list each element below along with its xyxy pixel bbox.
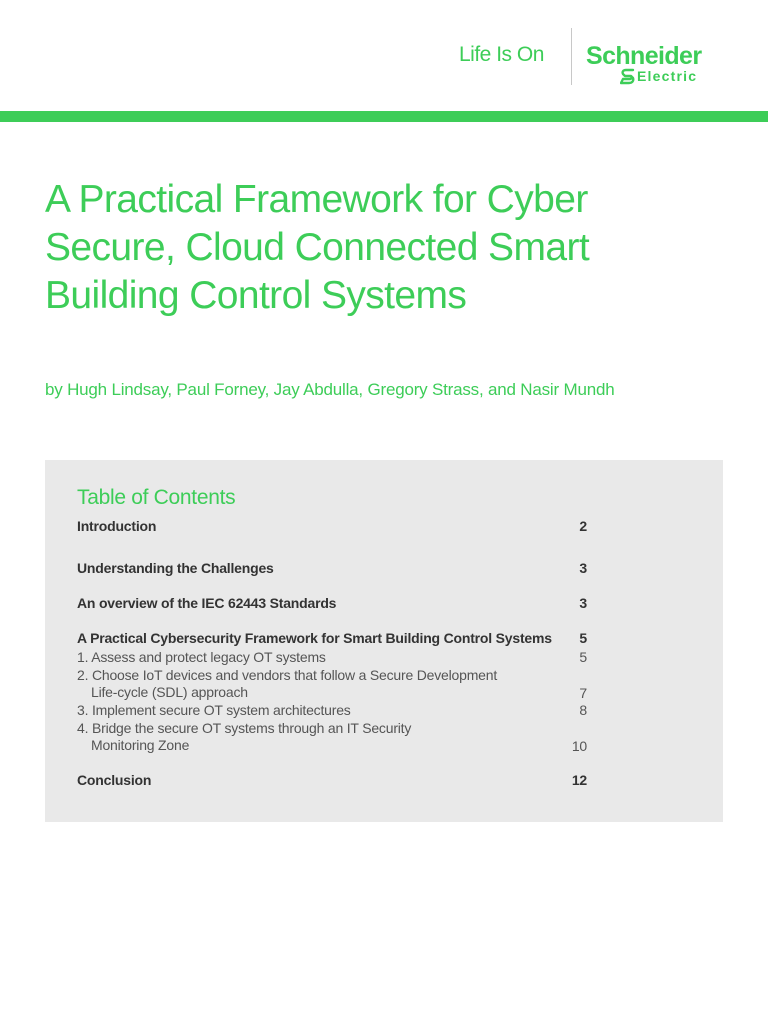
schneider-electric-logo [586, 42, 726, 86]
toc-entry-page: 3 [579, 595, 587, 611]
toc-entry-label: Understanding the Challenges [77, 560, 274, 576]
toc-entry-page: 10 [571, 738, 587, 754]
toc-entry-page: 7 [579, 685, 587, 701]
header-green-bar [0, 111, 768, 122]
toc-entry-ot-architectures[interactable] [77, 702, 587, 719]
toc-entry-label: A Practical Cybersecurity Framework for Smart Building Control Systems [77, 630, 552, 646]
toc-heading: Table of Contents [77, 486, 236, 509]
toc-entry-label: Introduction [77, 518, 157, 534]
toc-entry-page: 12 [571, 772, 587, 788]
toc-entry-label [77, 667, 557, 701]
toc-entry-challenges[interactable] [77, 560, 587, 577]
toc-entry-label-line1: 4. Bridge the secure OT systems through an IT Security [77, 720, 412, 736]
toc-entry-label [77, 720, 557, 754]
table-of-contents [45, 460, 723, 822]
toc-entry-iec-62443[interactable] [77, 595, 587, 612]
toc-entry-legacy-ot[interactable] [77, 649, 587, 666]
toc-entry-framework[interactable] [77, 630, 587, 647]
toc-entry-page: 3 [579, 560, 587, 576]
toc-entry-page: 5 [579, 649, 587, 665]
toc-entry-label: An overview of the IEC 62443 Standards [77, 595, 337, 611]
logo-mark-icon [620, 68, 636, 85]
toc-entry-conclusion[interactable] [77, 772, 587, 789]
toc-entry-introduction[interactable] [77, 518, 587, 535]
toc-entry-page: 5 [579, 630, 587, 646]
header-divider [571, 28, 572, 85]
authors-line: by Hugh Lindsay, Paul Forney, Jay Abdulla, Gregory Strass, and Nasir Mundh [45, 380, 615, 399]
toc-entry-page: 2 [579, 518, 587, 534]
toc-entry-label-line2: Monitoring Zone [91, 737, 190, 753]
toc-entry-label-line2: Life-cycle (SDL) approach [91, 684, 248, 700]
toc-entry-label: 1. Assess and protect legacy OT systems [77, 649, 326, 665]
tagline [459, 43, 544, 67]
toc-entry-it-security-zone[interactable] [77, 720, 587, 755]
toc-entry-page: 8 [579, 702, 587, 718]
logo-sub: Electric [637, 68, 698, 84]
toc-entry-label: 3. Implement secure OT system architectures [77, 702, 351, 718]
tagline-text: Life Is On [459, 43, 544, 66]
toc-entry-label-line1: 2. Choose IoT devices and vendors that follow a Secure Development [77, 667, 498, 683]
toc-entry-iot-sdl[interactable] [77, 667, 587, 702]
document-title: A Practical Framework for Cyber Secure, Cloud Connected Smart Building Control Systems [45, 178, 590, 317]
page-header [0, 0, 768, 110]
toc-entry-label: Conclusion [77, 772, 152, 788]
logo-name: Schneider [586, 42, 702, 70]
